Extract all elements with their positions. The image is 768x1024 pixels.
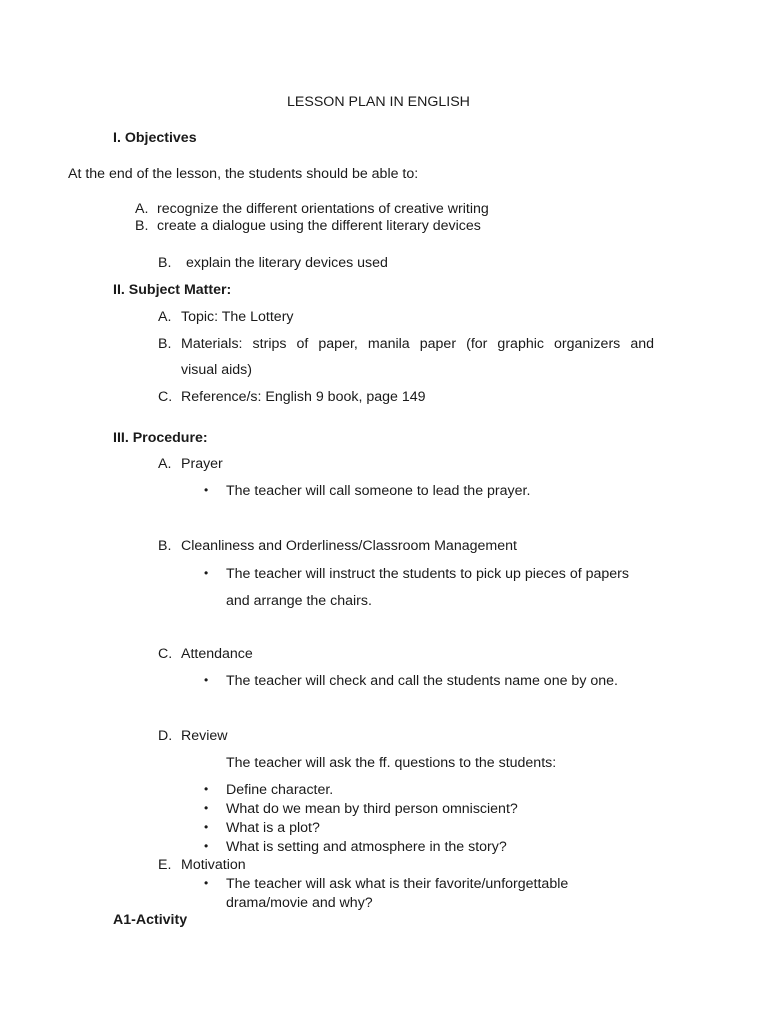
subject-letter: C.	[158, 389, 173, 405]
step-title: Prayer	[181, 456, 223, 472]
objective-text: explain the literary devices used	[186, 255, 388, 271]
list-item: What is setting and atmosphere in the story?	[226, 839, 507, 855]
objectives-heading: I. Objectives	[113, 130, 197, 146]
subject-text-continuation: visual aids)	[181, 362, 252, 378]
bullet-icon: •	[204, 839, 209, 853]
objective-text: recognize the different orientations of creative writing	[157, 201, 489, 217]
procedure-step-attendance	[158, 646, 253, 662]
list-item: The teacher will ask what is their favorite/unforgettable	[226, 876, 569, 892]
bullet-icon: •	[204, 483, 209, 497]
review-intro: The teacher will ask the ff. questions to the students:	[226, 755, 557, 771]
step-letter: A.	[158, 456, 172, 472]
subject-text: Materials: strips of paper, manila paper (for graphic organizers and	[181, 336, 654, 352]
document-title: LESSON PLAN IN ENGLISH	[287, 94, 470, 110]
procedure-step-cleanliness	[158, 538, 517, 554]
list-item-continuation: and arrange the chairs.	[226, 593, 372, 609]
bullet-icon: •	[204, 782, 209, 796]
objectives-intro: At the end of the lesson, the students should be able to:	[68, 166, 419, 182]
bullet-icon: •	[204, 566, 209, 580]
list-item: The teacher will check and call the students name one by one.	[226, 673, 618, 689]
subject-text: Topic: The Lottery	[181, 309, 294, 325]
objective-item	[135, 218, 481, 234]
bullet-icon: •	[204, 876, 209, 890]
step-title: Cleanliness and Orderliness/Classroom Management	[181, 538, 517, 554]
subject-item	[158, 389, 426, 405]
step-title: Motivation	[181, 857, 246, 873]
objective-item	[135, 201, 489, 217]
step-letter: B.	[158, 538, 172, 554]
bullet-icon: •	[204, 801, 209, 815]
bullet-icon: •	[204, 820, 209, 834]
subject-letter: B.	[158, 336, 172, 352]
objective-letter: B.	[135, 218, 149, 234]
objective-letter: A.	[135, 201, 149, 217]
list-item: The teacher will instruct the students to pick up pieces of papers	[226, 566, 629, 582]
bullet-icon: •	[204, 673, 209, 687]
list-item-continuation: drama/movie and why?	[226, 895, 373, 911]
list-item: What do we mean by third person omniscient?	[226, 801, 518, 817]
subject-matter-heading: II. Subject Matter:	[113, 282, 232, 298]
step-title: Review	[181, 728, 228, 744]
subject-text: Reference/s: English 9 book, page 149	[181, 389, 426, 405]
list-item: Define character.	[226, 782, 334, 798]
procedure-heading: III. Procedure:	[113, 430, 208, 446]
list-item: What is a plot?	[226, 820, 320, 836]
procedure-step-motivation	[158, 857, 246, 873]
objective-letter: B.	[158, 255, 172, 271]
step-letter: E.	[158, 857, 172, 873]
step-letter: D.	[158, 728, 173, 744]
step-letter: C.	[158, 646, 173, 662]
subject-letter: A.	[158, 309, 172, 325]
subject-item	[158, 309, 294, 325]
objective-text: create a dialogue using the different literary devices	[157, 218, 481, 234]
list-item: The teacher will call someone to lead the prayer.	[226, 483, 531, 499]
step-title: Attendance	[181, 646, 253, 662]
objective-item	[158, 255, 388, 271]
procedure-step-prayer	[158, 456, 223, 472]
activity-heading: A1-Activity	[113, 912, 188, 928]
procedure-step-review	[158, 728, 228, 744]
